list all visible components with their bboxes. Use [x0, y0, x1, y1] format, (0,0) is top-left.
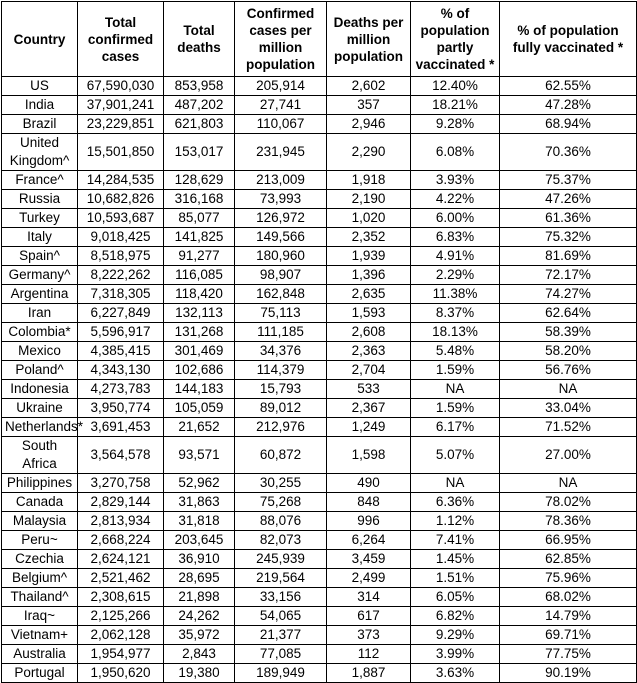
table-cell: 89,012 [235, 399, 327, 418]
table-row [2, 607, 637, 626]
country-cell: South Africa [2, 437, 78, 474]
table-cell: 1.51% [411, 569, 500, 588]
table-cell: 1,918 [327, 171, 411, 190]
table-cell: 36,910 [164, 550, 235, 569]
covid-statistics-table [1, 1, 637, 683]
table-cell: 116,085 [164, 266, 235, 285]
table-cell: 21,652 [164, 418, 235, 437]
table-row [2, 285, 637, 304]
table-cell: 301,469 [164, 342, 235, 361]
table-cell: 6,264 [327, 531, 411, 550]
table-cell: 189,949 [235, 664, 327, 683]
table-cell: 82,073 [235, 531, 327, 550]
table-cell: 14,284,535 [78, 171, 164, 190]
table-cell: 11.38% [411, 285, 500, 304]
table-cell: 35,972 [164, 626, 235, 645]
table-cell: 1.12% [411, 512, 500, 531]
table-row [2, 134, 637, 171]
table-cell: 7,318,305 [78, 285, 164, 304]
table-cell: 31,863 [164, 493, 235, 512]
column-header: Country [2, 2, 78, 77]
table-row [2, 323, 637, 342]
table-cell: 61.36% [500, 209, 637, 228]
table-cell: 1,598 [327, 437, 411, 474]
table-cell: 1.45% [411, 550, 500, 569]
table-cell: 3,270,758 [78, 474, 164, 493]
table-header [2, 2, 637, 77]
table-row [2, 171, 637, 190]
table-cell: 153,017 [164, 134, 235, 171]
table-cell: NA [500, 474, 637, 493]
table-cell: 162,848 [235, 285, 327, 304]
table-cell: 54,065 [235, 607, 327, 626]
table-cell: 62.55% [500, 77, 637, 96]
table-cell: 102,686 [164, 361, 235, 380]
table-cell: 5.48% [411, 342, 500, 361]
table-cell: 8,222,262 [78, 266, 164, 285]
table-cell: 74.27% [500, 285, 637, 304]
table-cell: 126,972 [235, 209, 327, 228]
table-cell: 2,499 [327, 569, 411, 588]
table-row [2, 645, 637, 664]
table-cell: 77.75% [500, 645, 637, 664]
table-cell: 2,308,615 [78, 588, 164, 607]
table-row [2, 77, 637, 96]
table-cell: 1,249 [327, 418, 411, 437]
table-cell: 6.17% [411, 418, 500, 437]
column-header: Deaths per million population [327, 2, 411, 77]
table-cell: 4,385,415 [78, 342, 164, 361]
country-cell: United Kingdom^ [2, 134, 78, 171]
table-cell: 2,352 [327, 228, 411, 247]
table-row [2, 474, 637, 493]
table-cell: 6.05% [411, 588, 500, 607]
table-cell: 110,067 [235, 115, 327, 134]
table-cell: 68.94% [500, 115, 637, 134]
table-cell: 68.02% [500, 588, 637, 607]
table-cell: 2,125,266 [78, 607, 164, 626]
table-cell: 27.00% [500, 437, 637, 474]
table-row [2, 531, 637, 550]
table-cell: 212,976 [235, 418, 327, 437]
table-cell: 88,076 [235, 512, 327, 531]
table-cell: 91,277 [164, 247, 235, 266]
table-cell: 47.26% [500, 190, 637, 209]
table-cell: 2,843 [164, 645, 235, 664]
table-cell: 2,062,128 [78, 626, 164, 645]
table-cell: 3,459 [327, 550, 411, 569]
table-cell: 2,813,934 [78, 512, 164, 531]
table-cell: 357 [327, 96, 411, 115]
table-cell: 617 [327, 607, 411, 626]
table-cell: 219,564 [235, 569, 327, 588]
table-cell: 34,376 [235, 342, 327, 361]
table-cell: 56.76% [500, 361, 637, 380]
table-cell: 4.91% [411, 247, 500, 266]
table-cell: 73,993 [235, 190, 327, 209]
table-cell: 18.21% [411, 96, 500, 115]
table-cell: 2,521,462 [78, 569, 164, 588]
table-cell: 15,793 [235, 380, 327, 399]
table-cell: 6.83% [411, 228, 500, 247]
table-row [2, 361, 637, 380]
country-cell: Russia [2, 190, 78, 209]
country-cell: Argentina [2, 285, 78, 304]
country-cell: Mexico [2, 342, 78, 361]
table-cell: 2,635 [327, 285, 411, 304]
country-cell: France^ [2, 171, 78, 190]
table-cell: 52,962 [164, 474, 235, 493]
table-cell: 1,020 [327, 209, 411, 228]
table-cell: 132,113 [164, 304, 235, 323]
table-cell: NA [411, 474, 500, 493]
country-cell: Spain^ [2, 247, 78, 266]
table-cell: 2,946 [327, 115, 411, 134]
table-cell: 75,268 [235, 493, 327, 512]
table-cell: 75.32% [500, 228, 637, 247]
table-cell: 1.59% [411, 399, 500, 418]
table-cell: 6,227,849 [78, 304, 164, 323]
table-row [2, 664, 637, 683]
table-cell: 316,168 [164, 190, 235, 209]
table-cell: 14.79% [500, 607, 637, 626]
table-cell: 2,624,121 [78, 550, 164, 569]
column-header: % of population partly vaccinated * [411, 2, 500, 77]
table-cell: 93,571 [164, 437, 235, 474]
table-cell: 621,803 [164, 115, 235, 134]
table-cell: 37,901,241 [78, 96, 164, 115]
table-cell: 490 [327, 474, 411, 493]
table-cell: 81.69% [500, 247, 637, 266]
table-cell: 144,183 [164, 380, 235, 399]
table-cell: 1,939 [327, 247, 411, 266]
table-cell: 70.36% [500, 134, 637, 171]
column-header: Confirmed cases per million population [235, 2, 327, 77]
table-cell: 533 [327, 380, 411, 399]
table-cell: 114,379 [235, 361, 327, 380]
table-cell: 5.07% [411, 437, 500, 474]
table-cell: 231,945 [235, 134, 327, 171]
country-cell: Italy [2, 228, 78, 247]
table-row [2, 550, 637, 569]
table-cell: 112 [327, 645, 411, 664]
table-cell: 3.99% [411, 645, 500, 664]
table-cell: 3,691,453 [78, 418, 164, 437]
table-cell: 9,018,425 [78, 228, 164, 247]
table-cell: 141,825 [164, 228, 235, 247]
table-row [2, 190, 637, 209]
country-cell: US [2, 77, 78, 96]
table-cell: 149,566 [235, 228, 327, 247]
table-cell: 10,682,826 [78, 190, 164, 209]
table-cell: 85,077 [164, 209, 235, 228]
table-cell: 4,273,783 [78, 380, 164, 399]
table-row [2, 96, 637, 115]
table-cell: 213,009 [235, 171, 327, 190]
table-row [2, 437, 637, 474]
table-cell: 67,590,030 [78, 77, 164, 96]
country-cell: India [2, 96, 78, 115]
country-cell: Ukraine [2, 399, 78, 418]
table-cell: 8.37% [411, 304, 500, 323]
table-cell: 2.29% [411, 266, 500, 285]
table-row [2, 304, 637, 323]
table-cell: 848 [327, 493, 411, 512]
document-page [0, 1, 637, 680]
country-cell: Philippines [2, 474, 78, 493]
country-cell: Belgium^ [2, 569, 78, 588]
table-row [2, 512, 637, 531]
table-cell: 10,593,687 [78, 209, 164, 228]
table-cell: 21,898 [164, 588, 235, 607]
table-row [2, 418, 637, 437]
table-cell: 58.20% [500, 342, 637, 361]
table-cell: 66.95% [500, 531, 637, 550]
header-row [2, 2, 637, 77]
country-cell: Poland^ [2, 361, 78, 380]
table-cell: 180,960 [235, 247, 327, 266]
table-cell: 18.13% [411, 323, 500, 342]
table-cell: 2,704 [327, 361, 411, 380]
table-row [2, 588, 637, 607]
table-cell: 487,202 [164, 96, 235, 115]
table-cell: 111,185 [235, 323, 327, 342]
table-cell: 1,887 [327, 664, 411, 683]
table-row [2, 626, 637, 645]
table-body [2, 77, 637, 683]
table-cell: 71.52% [500, 418, 637, 437]
table-cell: 98,907 [235, 266, 327, 285]
country-cell: Iran [2, 304, 78, 323]
table-cell: 131,268 [164, 323, 235, 342]
table-cell: 2,190 [327, 190, 411, 209]
country-cell: Thailand^ [2, 588, 78, 607]
table-cell: 3,950,774 [78, 399, 164, 418]
table-cell: 72.17% [500, 266, 637, 285]
table-cell: 3.63% [411, 664, 500, 683]
country-cell: Netherlands* [2, 418, 78, 437]
table-row [2, 493, 637, 512]
table-cell: 996 [327, 512, 411, 531]
table-cell: 118,420 [164, 285, 235, 304]
table-cell: NA [411, 380, 500, 399]
table-cell: 21,377 [235, 626, 327, 645]
table-cell: 2,367 [327, 399, 411, 418]
table-cell: 19,380 [164, 664, 235, 683]
column-header: % of population fully vaccinated * [500, 2, 637, 77]
table-cell: 2,668,224 [78, 531, 164, 550]
country-cell: Iraq~ [2, 607, 78, 626]
table-cell: 1,396 [327, 266, 411, 285]
table-cell: 58.39% [500, 323, 637, 342]
country-cell: Brazil [2, 115, 78, 134]
table-cell: 128,629 [164, 171, 235, 190]
table-cell: 373 [327, 626, 411, 645]
column-header: Total confirmed cases [78, 2, 164, 77]
table-cell: 2,608 [327, 323, 411, 342]
table-cell: 69.71% [500, 626, 637, 645]
table-cell: 2,290 [327, 134, 411, 171]
table-cell: 28,695 [164, 569, 235, 588]
table-cell: 23,229,851 [78, 115, 164, 134]
table-cell: 75.37% [500, 171, 637, 190]
table-row [2, 209, 637, 228]
table-cell: 314 [327, 588, 411, 607]
table-cell: 9.28% [411, 115, 500, 134]
table-cell: 75,113 [235, 304, 327, 323]
table-cell: 1,954,977 [78, 645, 164, 664]
country-cell: Canada [2, 493, 78, 512]
table-cell: 205,914 [235, 77, 327, 96]
table-cell: 6.82% [411, 607, 500, 626]
table-cell: 1,950,620 [78, 664, 164, 683]
country-cell: Malaysia [2, 512, 78, 531]
table-cell: 62.85% [500, 550, 637, 569]
table-cell: 60,872 [235, 437, 327, 474]
table-cell: 7.41% [411, 531, 500, 550]
table-row [2, 380, 637, 399]
table-cell: 75.96% [500, 569, 637, 588]
table-cell: 2,363 [327, 342, 411, 361]
table-cell: 1,593 [327, 304, 411, 323]
table-row [2, 228, 637, 247]
table-cell: 78.02% [500, 493, 637, 512]
table-cell: 203,645 [164, 531, 235, 550]
country-cell: Czechia [2, 550, 78, 569]
country-cell: Peru~ [2, 531, 78, 550]
table-cell: 6.00% [411, 209, 500, 228]
table-cell: 78.36% [500, 512, 637, 531]
country-cell: Turkey [2, 209, 78, 228]
table-cell: NA [500, 380, 637, 399]
country-cell: Portugal [2, 664, 78, 683]
table-cell: 15,501,850 [78, 134, 164, 171]
table-cell: 6.08% [411, 134, 500, 171]
country-cell: Germany^ [2, 266, 78, 285]
country-cell: Colombia* [2, 323, 78, 342]
table-cell: 62.64% [500, 304, 637, 323]
table-cell: 245,939 [235, 550, 327, 569]
table-cell: 4,343,130 [78, 361, 164, 380]
table-cell: 4.22% [411, 190, 500, 209]
country-cell: Indonesia [2, 380, 78, 399]
table-cell: 3.93% [411, 171, 500, 190]
table-cell: 77,085 [235, 645, 327, 664]
table-cell: 33,156 [235, 588, 327, 607]
table-cell: 27,741 [235, 96, 327, 115]
table-row [2, 247, 637, 266]
table-cell: 1.59% [411, 361, 500, 380]
table-cell: 31,818 [164, 512, 235, 531]
table-cell: 8,518,975 [78, 247, 164, 266]
table-row [2, 266, 637, 285]
table-cell: 853,958 [164, 77, 235, 96]
country-cell: Vietnam+ [2, 626, 78, 645]
table-cell: 2,829,144 [78, 493, 164, 512]
table-row [2, 115, 637, 134]
table-cell: 24,262 [164, 607, 235, 626]
table-row [2, 569, 637, 588]
country-cell: Australia [2, 645, 78, 664]
table-cell: 6.36% [411, 493, 500, 512]
table-cell: 9.29% [411, 626, 500, 645]
table-cell: 30,255 [235, 474, 327, 493]
table-cell: 2,602 [327, 77, 411, 96]
table-cell: 90.19% [500, 664, 637, 683]
table-cell: 12.40% [411, 77, 500, 96]
table-cell: 47.28% [500, 96, 637, 115]
table-row [2, 342, 637, 361]
table-cell: 33.04% [500, 399, 637, 418]
column-header: Total deaths [164, 2, 235, 77]
table-cell: 5,596,917 [78, 323, 164, 342]
table-cell: 105,059 [164, 399, 235, 418]
table-row [2, 399, 637, 418]
table-cell: 3,564,578 [78, 437, 164, 474]
